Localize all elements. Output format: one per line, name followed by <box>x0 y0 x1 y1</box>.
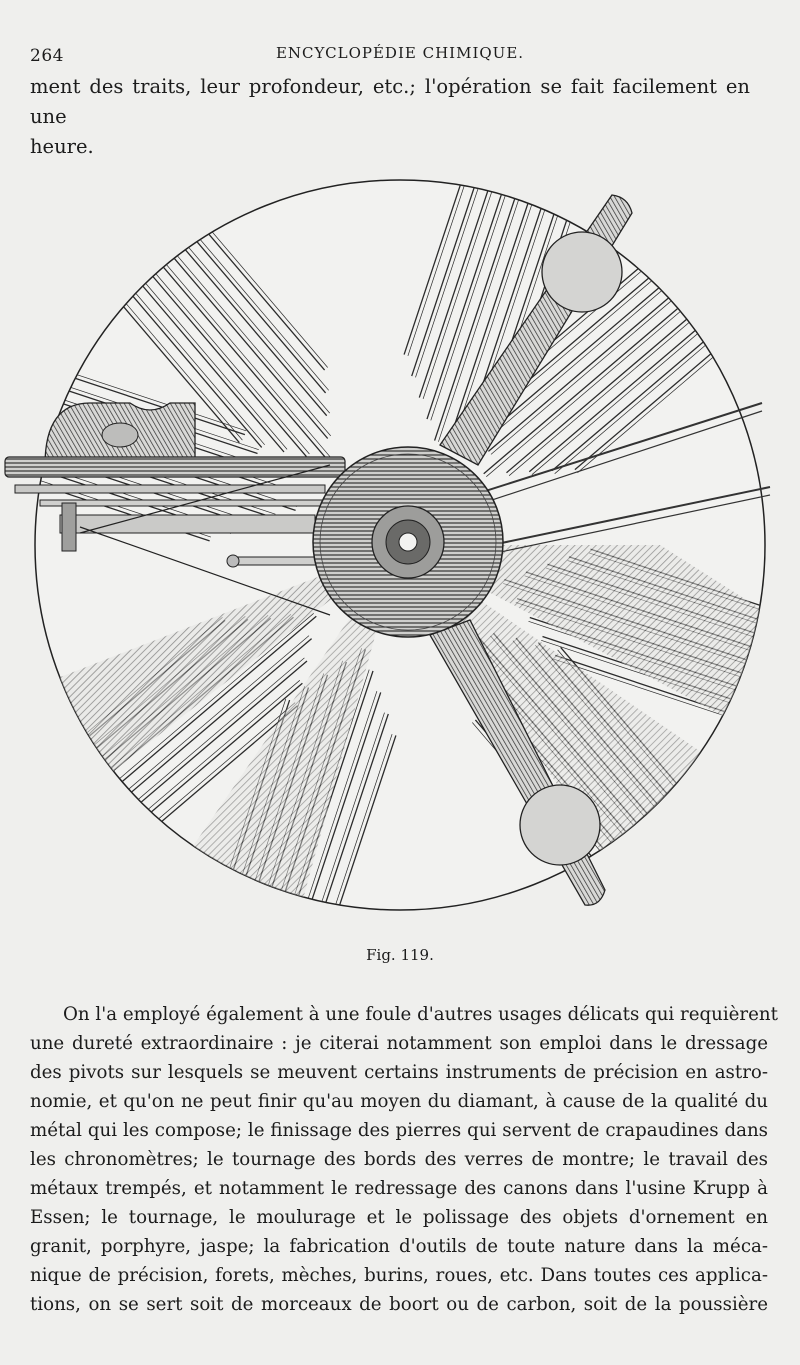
body-line: métal qui les compose; le finissage des pierres qui servent de crapaudines dans <box>30 1120 768 1141</box>
central-hub <box>313 447 503 637</box>
top-paragraph-line-1: ment des traits, leur profondeur, etc.; l'opération se fait facilement en une <box>30 75 750 128</box>
body-line: nomie, et qu'on ne peut finir qu'au moyen du diamant, à cause de la qualité du <box>30 1091 768 1112</box>
top-paragraph-line-2: heure. <box>30 135 94 158</box>
body-line: une dureté extraordinaire : je citerai notamment son emploi dans le dressage <box>30 1033 768 1054</box>
top-paragraph <box>30 72 750 162</box>
body-line: métaux trempés, et notamment le redressage des canons dans l'usine Krupp à <box>30 1178 768 1199</box>
body-line: des pivots sur lesquels se meuvent certains instruments de précision en astro- <box>30 1062 768 1083</box>
running-title: ENCYCLOPÉDIE CHIMIQUE. <box>275 44 525 62</box>
page-number: 264 <box>30 46 64 66</box>
body-line: nique de précision, forets, mèches, burins, roues, etc. Dans toutes ces applica- <box>30 1265 768 1286</box>
figure-caption: Fig. 119. <box>366 946 434 964</box>
body-line: tions, on se sert soit de morceaux de boort ou de carbon, soit de la poussière <box>30 1294 768 1315</box>
body-line: Essen; le tournage, le moulurage et le polissage des objets d'ornement en <box>30 1207 768 1228</box>
body-line: les chronomètres; le tournage des bords des verres de montre; le travail des <box>30 1149 768 1170</box>
body-paragraph <box>30 1000 778 1319</box>
polishing-wheel-engraving <box>0 165 800 925</box>
body-line: On l'a employé également à une foule d'autres usages délicats qui requièrent <box>63 1004 778 1025</box>
figure-119 <box>0 165 800 925</box>
body-line: granit, porphyre, jaspe; la fabrication d'outils de toute nature dans la méca- <box>30 1236 768 1257</box>
